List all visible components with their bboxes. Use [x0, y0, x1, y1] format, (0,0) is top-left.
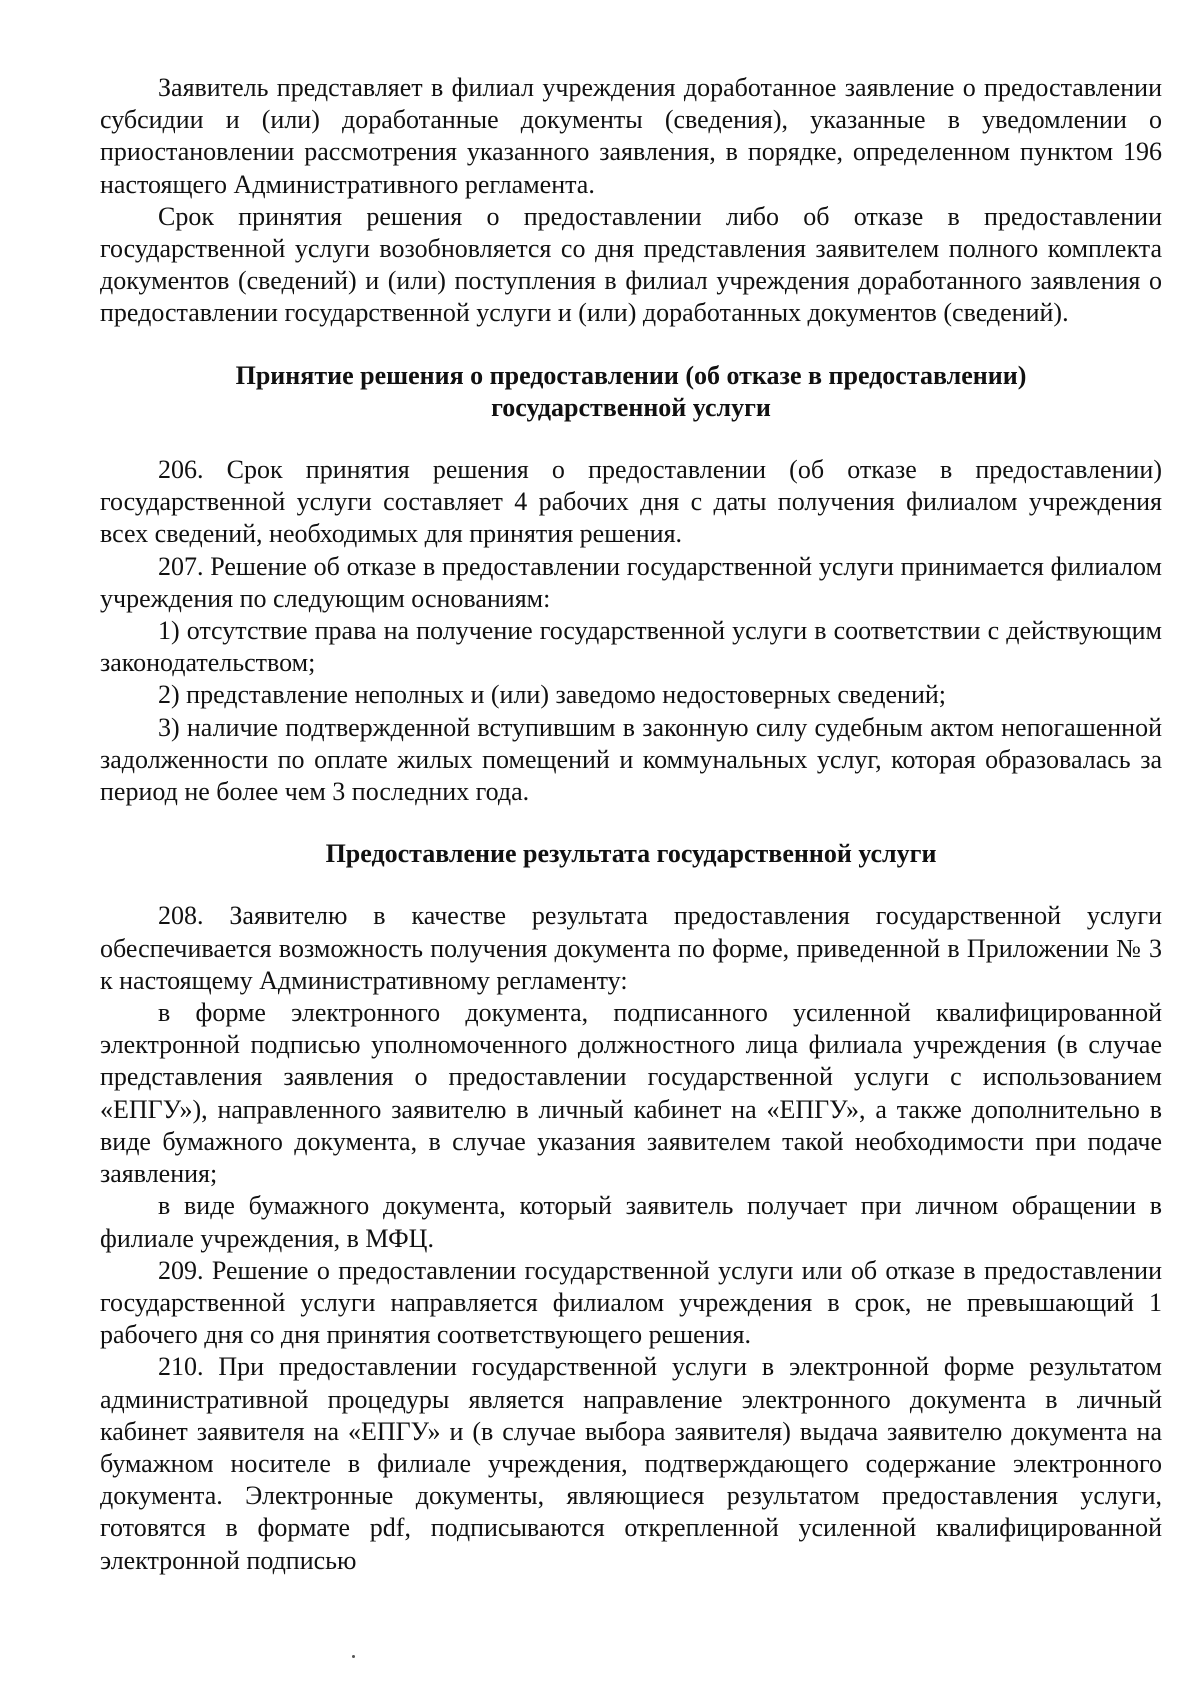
scan-speck [352, 1655, 355, 1658]
paragraph-208-electronic: в форме электронного документа, подписанного усиленной квалифицированной электронной подписью уполномоченного должностного лица филиала учреждения (в случае представления заявления о предоставлении государственной услуги с использованием «ЕПГУ»), направленного заявителю в личный кабинет на «ЕПГУ», а также дополнительно в виде бумажного документа, в случае указания заявителем такой необходимости при подаче заявления; [100, 998, 1162, 1189]
paragraph-210: 210. При предоставлении государственной услуги в электронной форме результатом административной процедуры является направление электронного документа в личный кабинет заявителя на «ЕПГУ» и (в случае выбора заявителя) выдача заявителю документа на бумажном носителе в филиале учреждения, подтверждающего содержание электронного документа. Электронные документы, являющиеся результатом предоставления услуги, готовятся в формате pdf, подписываются открепленной усиленной квалифицированной электронной подписью [100, 1352, 1162, 1575]
paragraph-209: 209. Решение о предоставлении государственной услуги или об отказе в предоставлении государственной услуги направляется филиалом учреждения в срок, не превышающий 1 рабочего дня со дня принятия соответствующего решения. [100, 1255, 1162, 1350]
list-item-207-3: 3) наличие подтвержденной вступившим в законную силу судебным актом непогашенной задолженности по оплате жилых помещений и коммунальных услуг, которая образовалась за период не более чем 3 последних года. [100, 712, 1162, 807]
paragraph-207: 207. Решение об отказе в предоставлении государственной услуги принимается филиалом учреждения по следующим основаниям: [100, 551, 1162, 613]
section-heading-result: Предоставление результата государственной услуги [325, 839, 937, 869]
section-heading-decision [100, 360, 1162, 424]
paragraph-208-paper: в виде бумажного документа, который заявитель получает при личном обращении в филиале учреждения, в МФЦ. [100, 1191, 1162, 1253]
paragraph-term-resumption: Срок принятия решения о предоставлении либо об отказе в предоставлении государственной услуги возобновляется со дня представления заявителем полного комплекта документов (сведений) и (или) поступления в филиал учреждения доработанного заявления о предоставлении государственной услуги и (или) доработанных документов (сведений). [100, 201, 1162, 328]
section-heading-decision-line-2: государственной услуги [491, 392, 771, 422]
section-result-body [100, 900, 1162, 1576]
section-decision-body [100, 454, 1162, 808]
paragraph-208: 208. Заявителю в качестве результата предоставления государственной услуги обеспечивается возможность получения документа по форме, приведенной в Приложении № 3 к настоящему Административному регламенту: [100, 901, 1162, 995]
list-item-207-2: 2) представление неполных и (или) заведомо недостоверных сведений; [158, 680, 946, 710]
section-heading-decision-line-1: Принятие решения о предоставлении (об отказе в предоставлении) [235, 360, 1027, 390]
paragraph-resubmission: Заявитель представляет в филиал учреждения доработанное заявление о предоставлении субсидии и (или) доработанные документы (сведения), указанные в уведомлении о приостановлении рассмотрения указанного заявления, в порядке, определенном пунктом 196 настоящего Административного регламента. [100, 73, 1162, 199]
paragraph-206: 206. Срок принятия решения о предоставлении (об отказе в предоставлении) государственной услуги составляет 4 рабочих дня с даты получения филиалом учреждения всех сведений, необходимых для принятия решения. [100, 455, 1162, 549]
document-body [100, 72, 1162, 1577]
list-item-207-1: 1) отсутствие права на получение государственной услуги в соответствии с действующим законодательством; [100, 616, 1162, 678]
